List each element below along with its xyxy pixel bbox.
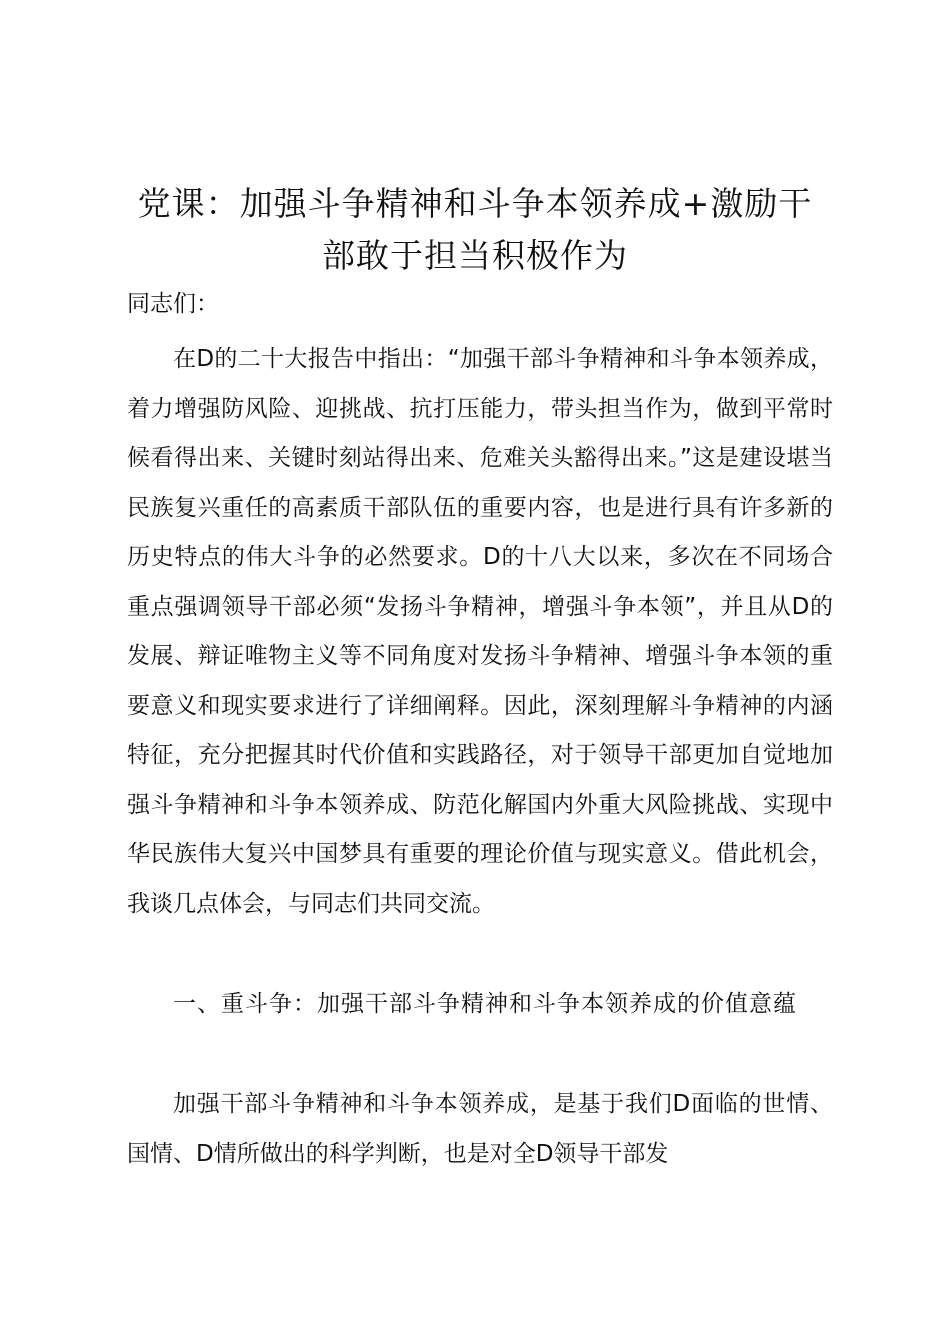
section-heading: 一、重斗争：加强干部斗争精神和斗争本领养成的价值意蕴 <box>173 991 797 1017</box>
salutation: 同志们： <box>127 291 219 317</box>
body-paragraph-1: 在D的二十大报告中指出：“加强干部斗争精神和斗争本领养成，着力增强防风险、迎挑战、抗打压能力，带头担当作为，做到平常时候看得出来、关键时刻站得出来、危难关头豁得出来。”这是建设堪当民族复兴重任的高素质干部队伍的重要内容，也是进行具有许多新的历史特点的伟大斗争的必然要求。D的十八大以来，多次在不同场合重点强调领导干部必须“发扬斗争精神，增强斗争本领”，并且从D的发展、辩证唯物主义等不同角度对发扬斗争精神、增强斗争本领的重要意义和现实要求进行了详细阐释。因此，深刻理解斗争精神的内涵特征，充分把握其时代价值和实践路径，对于领导干部更加自觉地加强斗争精神和斗争本领养成、防范化解国内外重大风险挑战、实现中华民族伟大复兴中国梦具有重要的理论价值与现实意义。借此机会，我谈几点体会，与同志们共同交流。 <box>127 346 833 917</box>
body-paragraph-2: 加强干部斗争精神和斗争本领养成，是基于我们D面临的世情、国情、D情所做出的科学判断，也是对全D领导干部发 <box>127 1091 833 1167</box>
document-title <box>100 178 850 282</box>
title-line-2: 部敢于担当积极作为 <box>322 236 628 275</box>
title-line-1: 党课：加强斗争精神和斗争本领养成+激励干 <box>137 184 813 223</box>
